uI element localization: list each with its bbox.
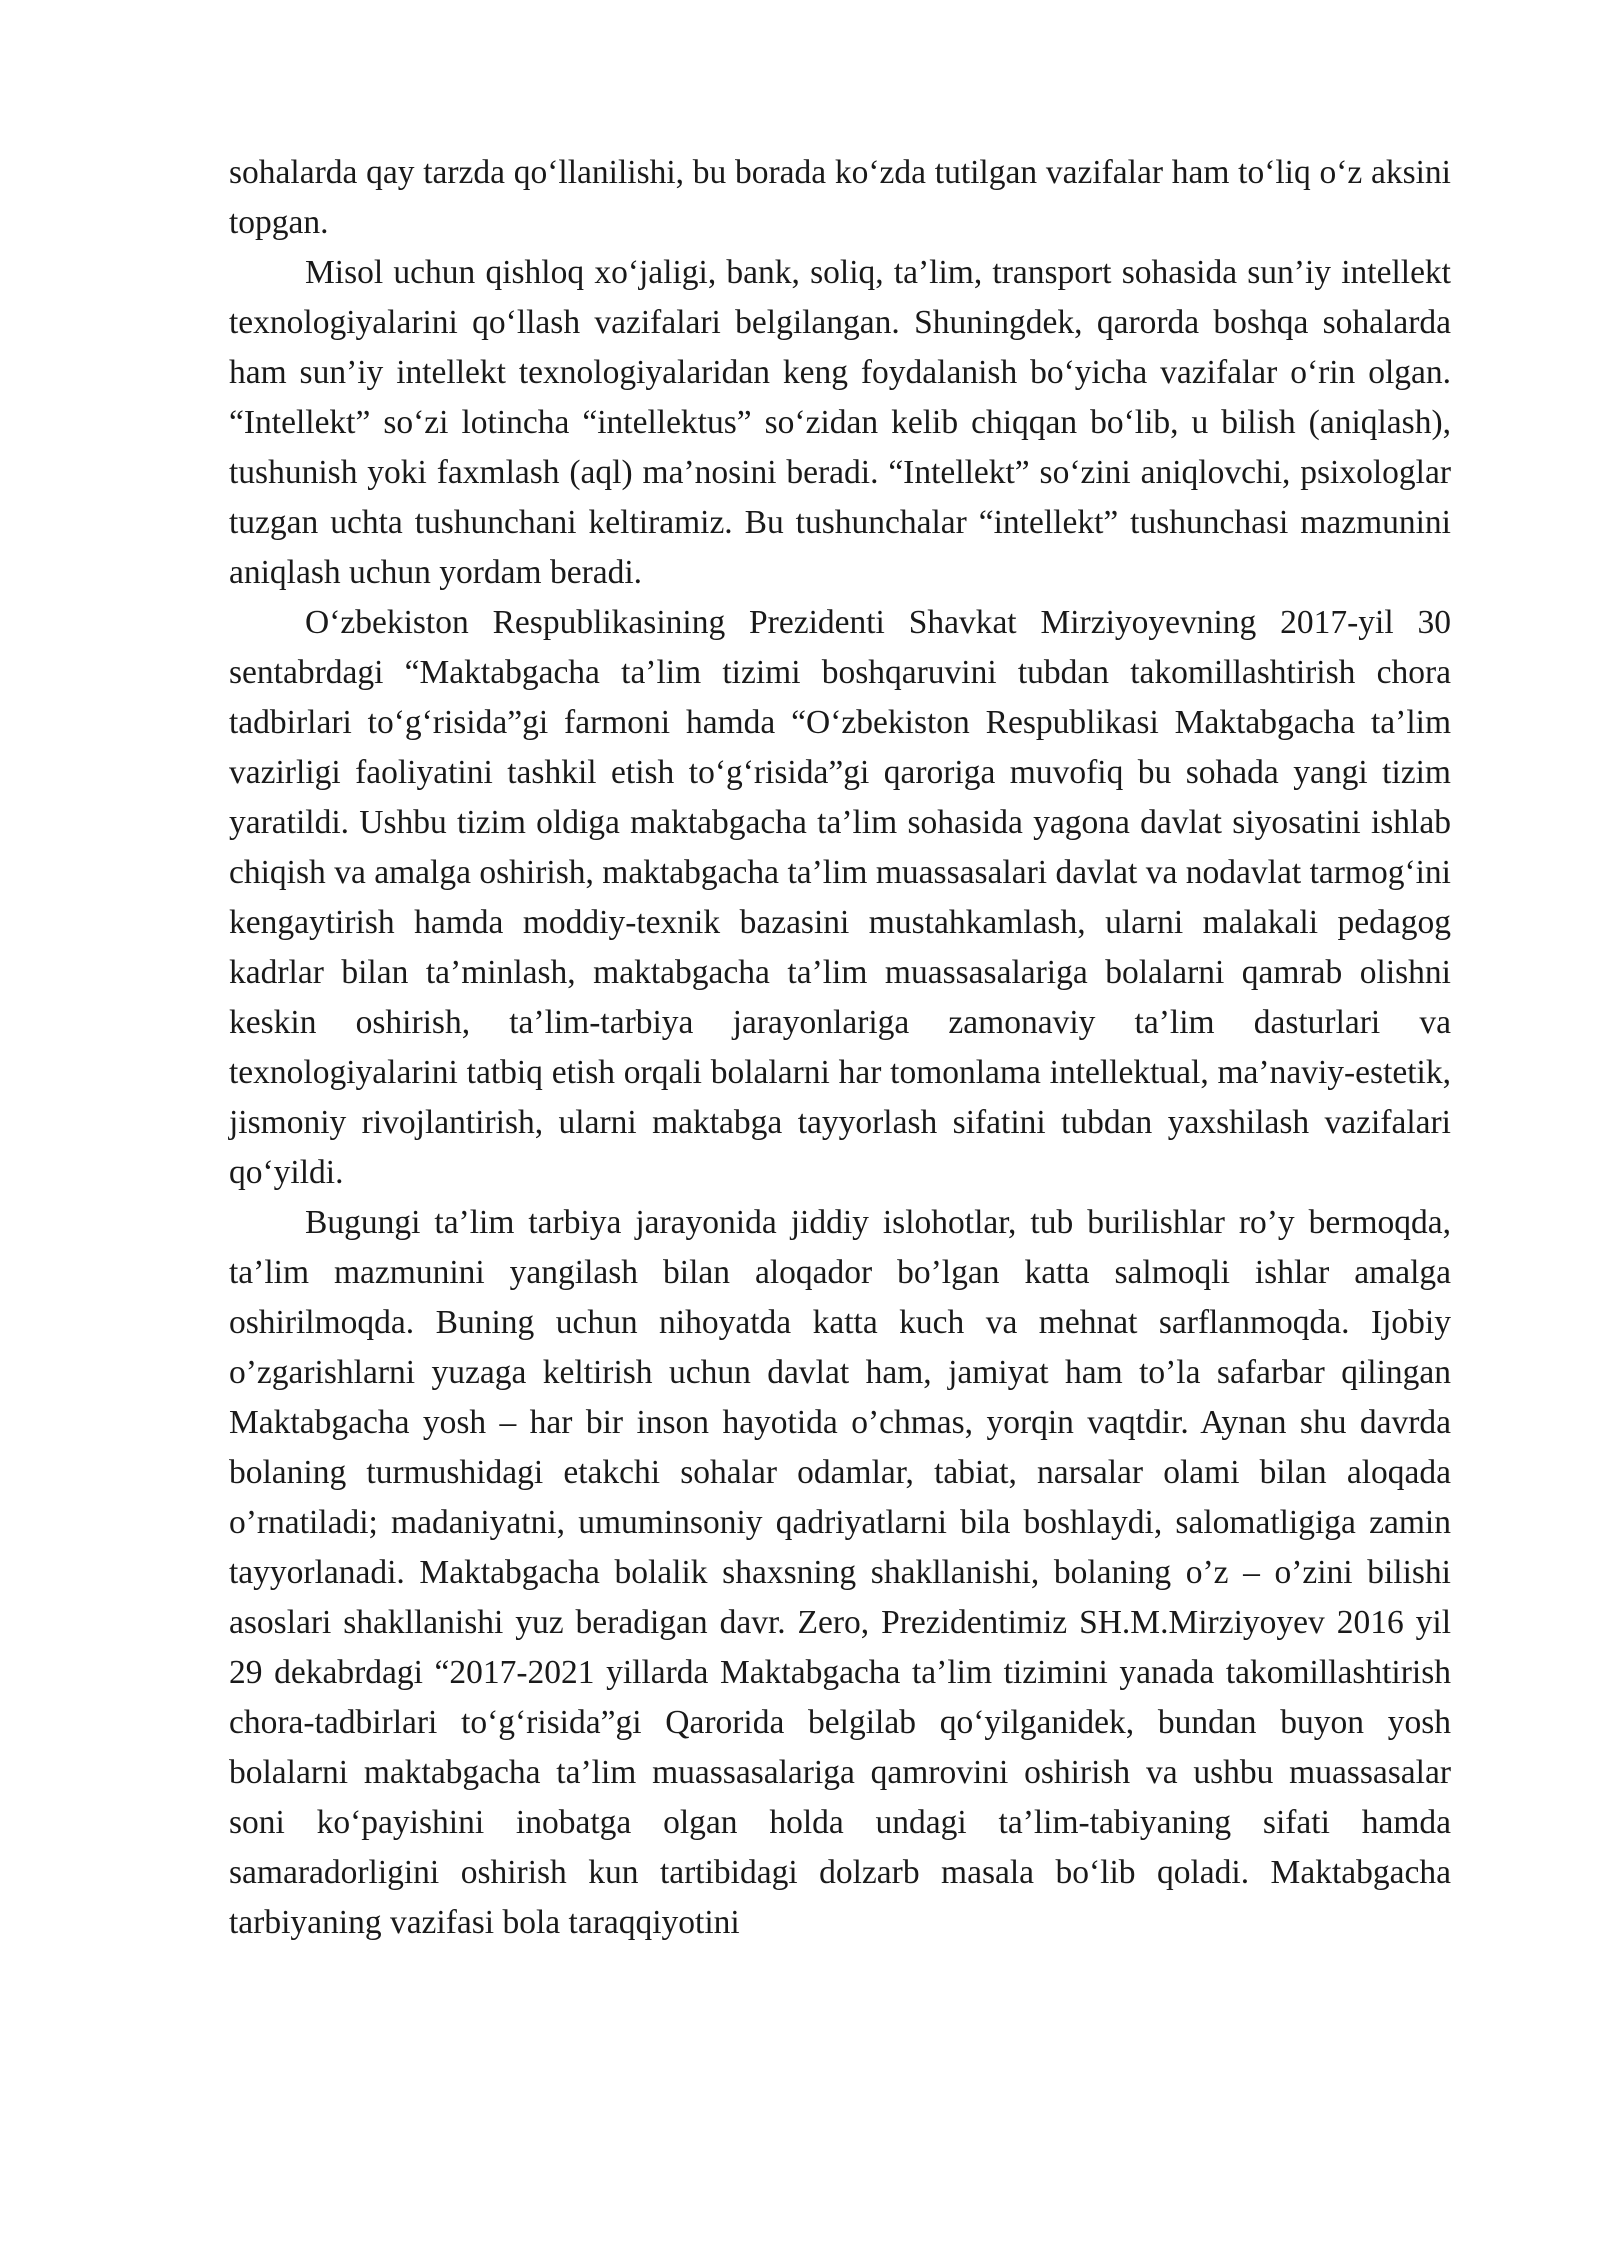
paragraph-education-reforms: Bugungi ta’lim tarbiya jarayonida jiddiy islohotlar, tub burilishlar ro’y bermoqda, ta’lim mazmunini yangilash bilan aloqador bo’lgan katta salmoqli ishlar amalga oshirilmoqda. Buning uchun nihoyatda katta kuch va mehnat sarflanmoqda. Ijobiy o’zgarishlarni yuzaga keltirish uchun davlat ham, jamiyat ham to’la safarbar qilingan Maktabgacha yosh – har bir inson hayotida o’chmas, yorqin vaqtdir. Aynan shu davrda bolaning turmushidagi etakchi sohalar odamlar, tabiat, narsalar olami bilan aloqada o’rnatiladi; madaniyatni, umuminsoniy qadriyatlarni bila boshlaydi, salomatligiga zamin tayyorlanadi. Maktabgacha bolalik shaxsning shakllanishi, bolaning o’z – o’zini bilishi asoslari shakllanishi yuz beradigan davr. Zero, Prezidentimiz SH.M.Mirziyoyev 2016 yil 29 dekabrdagi “2017-2021 yillarda Maktabgacha ta’lim tizimini yanada takomillashtirish chora-tadbirlari to‘g‘risida”gi Qarorida belgilab qo‘yilganidek, bundan buyon yosh bolalarni maktabgacha ta’lim muassasalariga qamrovini oshirish va ushbu muassasalar soni ko‘payishini inobatga olgan holda undagi ta’lim-tabiyaning sifati hamda samaradorligini oshirish kun tartibidagi dolzarb masala bo‘lib qoladi. Maktabgacha tarbiyaning vazifasi bola taraqqiyotini: [229, 1204, 1451, 1941]
paragraph-continuation: sohalarda qay tarzda qo‘llanilishi, bu borada ko‘zda tutilgan vazifalar ham to‘liq o‘z aksini topgan.: [229, 154, 1451, 241]
document-body: [229, 148, 1451, 1948]
paragraph-ai-technologies: Misol uchun qishloq xo‘jaligi, bank, soliq, ta’lim, transport sohasida sun’iy intellekt texnologiyalarini qo‘llash vazifalari belgilangan. Shuningdek, qarorda boshqa sohalarda ham sun’iy intellekt texnologiyalaridan keng foydalanish bo‘yicha vazifalar o‘rin olgan. “Intellekt” so‘zi lotincha “intellektus” so‘zidan kelib chiqqan bo‘lib, u bilish (aniqlash), tushunish yoki faxmlash (aql) ma’nosini beradi. “Intellekt” so‘zini aniqlovchi, psixologlar tuzgan uchta tushunchani keltiramiz. Bu tushunchalar “intellekt” tushunchasi mazmunini aniqlash uchun yordam beradi.: [229, 254, 1451, 591]
paragraph-presidential-decree: O‘zbekiston Respublikasining Prezidenti Shavkat Mirziyoyevning 2017-yil 30 sentabrdagi “Maktabgacha ta’lim tizimi boshqaruvini tubdan takomillashtirish chora tadbirlari to‘g‘risida”gi farmoni hamda “O‘zbekiston Respublikasi Maktabgacha ta’lim vazirligi faoliyatini tashkil etish to‘g‘risida”gi qaroriga muvofiq bu sohada yangi tizim yaratildi. Ushbu tizim oldiga maktabgacha ta’lim sohasida yagona davlat siyosatini ishlab chiqish va amalga oshirish, maktabgacha ta’lim muassasalari davlat va nodavlat tarmog‘ini kengaytirish hamda moddiy-texnik bazasini mustahkamlash, ularni malakali pedagog kadrlar bilan ta’minlash, maktabgacha ta’lim muassasalariga bolalarni qamrab olishni keskin oshirish, ta’lim-tarbiya jarayonlariga zamonaviy ta’lim dasturlari va texnologiyalarini tatbiq etish orqali bolalarni har tomonlama intellektual, ma’naviy-estetik, jismoniy rivojlantirish, ularni maktabga tayyorlash sifatini tubdan yaxshilash vazifalari qo‘yildi.: [229, 604, 1451, 1191]
